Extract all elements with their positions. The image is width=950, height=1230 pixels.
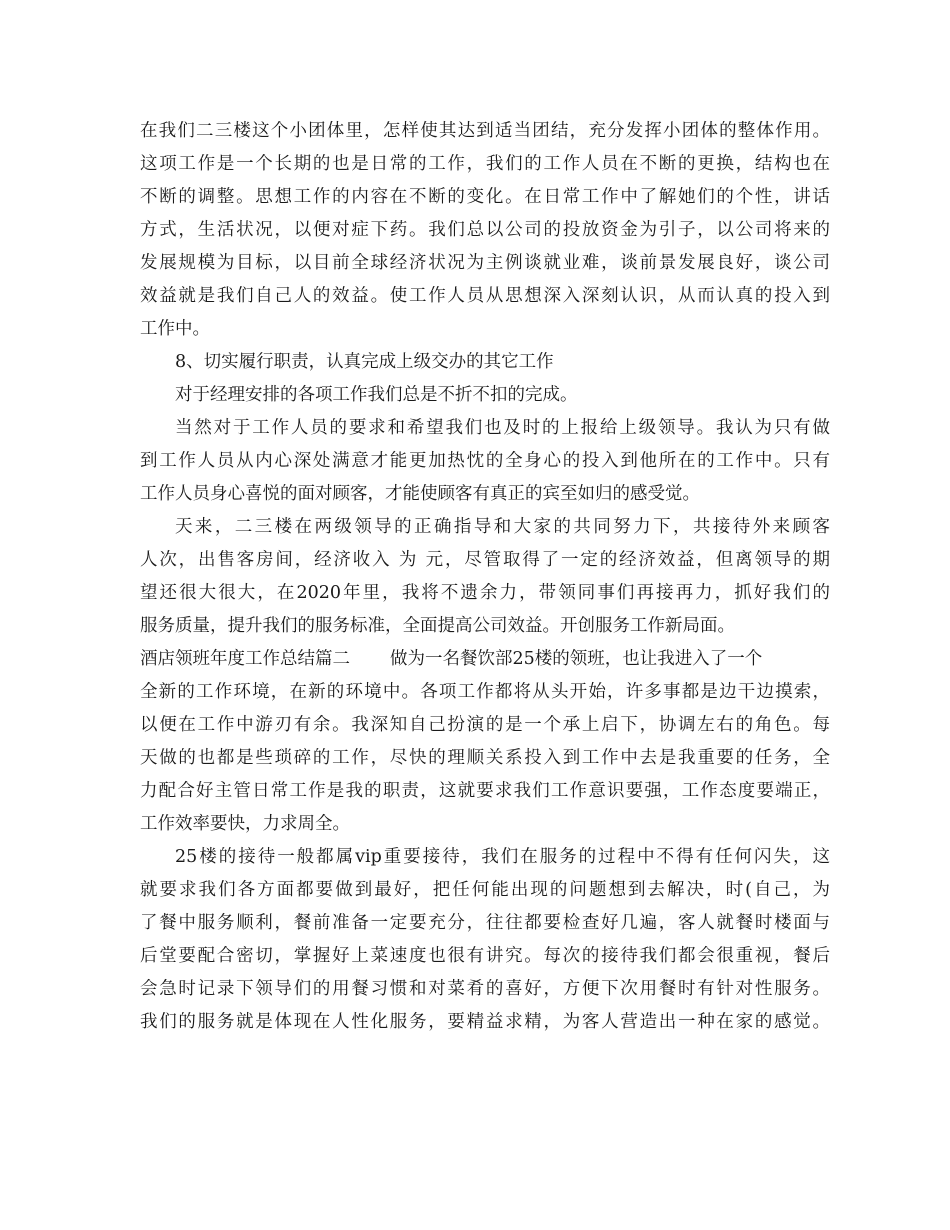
text-line: 当然对于工作人员的要求和希望我们也及时的上报给上级领导。我认为只有做 bbox=[175, 418, 830, 438]
text-line: 望还很大很大，在2020年里，我将不遗余力，带领同事们再接再力，抓好我们的 bbox=[140, 583, 830, 603]
text-line: 工作中。 bbox=[140, 319, 210, 339]
text-line: 人次，出售客房间，经济收入 为 元，尽管取得了一定的经济效益，但离领导的期 bbox=[140, 550, 830, 570]
text-line: 效益就是我们自己人的效益。使工作人员从思想深入深刻认识，从而认真的投入到 bbox=[140, 286, 830, 306]
section-title: 酒店领班年度工作总结篇二 bbox=[140, 649, 350, 669]
text-line: 全新的工作环境，在新的环境中。各项工作都将从头开始，许多事都是边干边摸索， bbox=[140, 682, 830, 702]
text-line: 对于经理安排的各项工作我们总是不折不扣的完成。 bbox=[175, 385, 578, 405]
text-line: 服务质量，提升我们的服务标准，全面提高公司效益。开创服务工作新局面。 bbox=[140, 616, 735, 636]
text-line: 了餐中服务顺利，餐前准备一定要充分，往往都要检查好几遍，客人就餐时楼面与 bbox=[140, 913, 830, 933]
text-line: 方式，生活状况，以便对症下药。我们总以公司的投放资金为引子，以公司将来的 bbox=[140, 220, 830, 240]
text-line: 在我们二三楼这个小团体里，怎样使其达到适当团结，充分发挥小团体的整体作用。 bbox=[140, 121, 830, 141]
section-heading: 8、切实履行职责，认真完成上级交办的其它工作 bbox=[175, 352, 554, 372]
text-line: 会急时记录下领导们的用餐习惯和对菜肴的喜好，方便下次用餐时有针对性服务。 bbox=[140, 979, 830, 999]
text-line: 发展规模为目标，以目前全球经济状况为主例谈就业难，谈前景发展良好，谈公司 bbox=[140, 253, 830, 273]
text-line: 天做的也都是些琐碎的工作，尽快的理顺关系投入到工作中去是我重要的任务，全 bbox=[140, 748, 830, 768]
text-line: 不断的调整。思想工作的内容在不断的变化。在日常工作中了解她们的个性，讲话 bbox=[140, 187, 830, 207]
text-line: 天来，二三楼在两级领导的正确指导和大家的共同努力下，共接待外来顾客 bbox=[175, 517, 830, 537]
text-line: 工作效率要快，力求周全。 bbox=[140, 814, 350, 834]
text-line: 工作人员身心喜悦的面对顾客，才能使顾客有真正的宾至如归的感受觉。 bbox=[140, 484, 700, 504]
text-line: 这项工作是一个长期的也是日常的工作，我们的工作人员在不断的更换，结构也在 bbox=[140, 154, 830, 174]
text-fragment: 做为一名餐饮部25楼的领班，也让我进入了一个 bbox=[390, 649, 763, 669]
text-line: 以便在工作中游刃有余。我深知自己扮演的是一个承上启下，协调左右的角色。每 bbox=[140, 715, 830, 735]
text-line: 到工作人员从内心深处满意才能更加热忱的全身心的投入到他所在的工作中。只有 bbox=[140, 451, 830, 471]
text-line: 25楼的接待一般都属vip重要接待，我们在服务的过程中不得有任何闪失，这 bbox=[175, 847, 830, 867]
text-line: 后堂要配合密切，掌握好上菜速度也很有讲究。每次的接待我们都会很重视，餐后 bbox=[140, 946, 830, 966]
text-line: 力配合好主管日常工作是我的职责，这就要求我们工作意识要强，工作态度要端正， bbox=[140, 781, 830, 801]
heading-line bbox=[140, 644, 830, 674]
text-line: 我们的服务就是体现在人性化服务，要精益求精，为客人营造出一种在家的感觉。 bbox=[140, 1012, 830, 1032]
text-line: 就要求我们各方面都要做到最好，把任何能出现的问题想到去解决，时(自己，为 bbox=[140, 880, 830, 900]
